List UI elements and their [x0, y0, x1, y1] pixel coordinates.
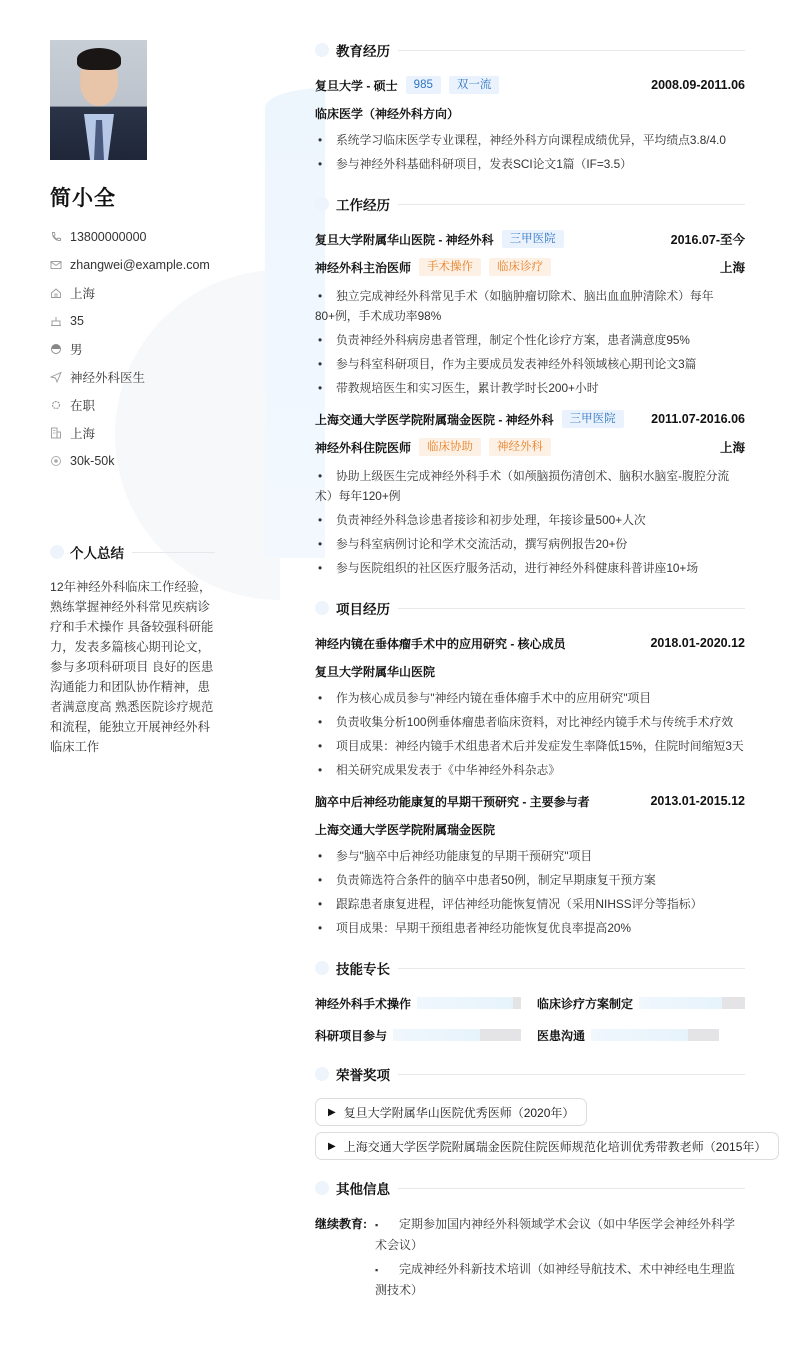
contact-info-list — [50, 223, 220, 475]
organization: 上海交通大学医学院附属瑞金医院 - 神经外科 — [315, 412, 554, 427]
section-divider — [398, 1188, 745, 1189]
section-header — [315, 596, 745, 620]
building-icon — [50, 427, 62, 439]
summary-text: 12年神经外科临床工作经验，熟练掌握神经外科常见疾病诊疗和手术操作 具备较强科研能力，发表多篇核心期刊论文，参与多项科研项目 良好的医患沟通能力和团队协作精神，患者满意度高 熟悉医院诊疗规范和流程，能独立开展神经外科临床工作 — [50, 580, 214, 754]
bullet-list — [315, 686, 745, 782]
school-degree: 复旦大学 - 硕士 — [315, 78, 398, 93]
list-item: • 参与神经外科基础科研项目，发表SCI论文1篇（IF=3.5） — [315, 152, 745, 176]
section-divider — [398, 50, 745, 51]
education-section — [315, 38, 745, 176]
tag-badge: 985 — [406, 76, 441, 94]
list-item: • 带教规培医生和实习医生，累计教学时长200+小时 — [315, 376, 745, 400]
mail-icon — [50, 259, 62, 271]
skill-bar-fill — [591, 1029, 688, 1041]
tag-badge: 三甲医院 — [502, 230, 564, 248]
list-item: ▪ 定期参加国内神经外科领域学术会议（如中华医学会神经外科学术会议） — [375, 1212, 745, 1257]
list-item: • 独立完成神经外科常见手术（如脑肿瘤切除术、脑出血血肿清除术）每年80+例，手术成功率98% — [315, 284, 745, 328]
project-name: 神经内镜在垂体瘤手术中的应用研究 - 核心成员 — [315, 636, 566, 651]
info-city: 上海 — [50, 279, 220, 307]
salary-icon — [50, 455, 62, 467]
section-divider — [398, 204, 745, 205]
date-range: 2018.01-2020.12 — [650, 636, 745, 650]
section-dot-icon — [315, 961, 329, 975]
send-icon — [50, 371, 62, 383]
section-header — [315, 956, 745, 980]
skill-bar-fill — [639, 997, 722, 1009]
status-icon — [50, 399, 62, 411]
section-title: 其他信息 — [336, 1182, 390, 1197]
awards-section — [315, 1062, 767, 1160]
skill-name: 医患沟通 — [536, 1028, 585, 1043]
phone-icon — [50, 231, 62, 243]
tag-badge: 神经外科 — [489, 438, 551, 456]
section-dot-icon — [315, 43, 329, 57]
list-item: • 负责收集分析100例垂体瘤患者临床资料，对比神经内镜手术与传统手术疗效 — [315, 710, 745, 734]
skill-item — [315, 992, 523, 1014]
sidebar — [50, 40, 220, 475]
personal-summary-section — [50, 541, 215, 757]
award-item[interactable]: ▶ 复旦大学附属华山医院优秀医师（2020年） — [315, 1098, 587, 1126]
continuing-education — [315, 1212, 745, 1308]
location: 上海 — [719, 261, 745, 275]
list-item: • 协助上级医生完成神经外科手术（如颅脑损伤清创术、脑积水脑室-腹腔分流术）每年120+例 — [315, 464, 745, 508]
education-entry — [315, 74, 745, 176]
section-dot-icon — [315, 1181, 329, 1195]
date-range: 2011.07-2016.06 — [651, 412, 745, 426]
work-entry — [315, 228, 745, 400]
section-header — [315, 192, 745, 216]
project-name: 脑卒中后神经功能康复的早期干预研究 - 主要参与者 — [315, 794, 590, 809]
projects-section — [315, 596, 745, 940]
project-entry — [315, 790, 745, 940]
section-header — [315, 1176, 745, 1200]
tag-badge: 临床协助 — [419, 438, 481, 456]
list-item: • 参与科室科研项目，作为主要成员发表神经外科领域核心期刊论文3篇 — [315, 352, 745, 376]
section-divider — [398, 1074, 745, 1075]
awards-list — [315, 1098, 767, 1160]
list-item: • 跟踪患者康复进程，评估神经功能恢复情况（采用NIHSS评分等指标） — [315, 892, 745, 916]
list-item: • 作为核心成员参与"神经内镜在垂体瘤手术中的应用研究"项目 — [315, 686, 745, 710]
home-icon — [50, 287, 62, 299]
project-org: 复旦大学附属华山医院 — [315, 664, 436, 679]
skill-name: 临床诊疗方案制定 — [536, 996, 633, 1011]
list-item: • 相关研究成果发表于《中华神经外科杂志》 — [315, 758, 745, 782]
section-divider — [398, 968, 745, 969]
bullet-list — [315, 128, 745, 176]
skill-bar-fill — [393, 1029, 480, 1041]
section-title: 个人总结 — [70, 546, 124, 561]
info-email: zhangwei@example.com — [50, 251, 220, 279]
list-item: • 负责神经外科病房患者管理，制定个性化诊疗方案，患者满意度95% — [315, 328, 745, 352]
list-item: • 参与医院组织的社区医疗服务活动，进行神经外科健康科普讲座10+场 — [315, 556, 745, 580]
list-item: • 负责神经外科急诊患者接诊和初步处理，年接诊量500+人次 — [315, 508, 745, 532]
list-item: • 项目成果：神经内镜手术组患者术后并发症发生率降低15%，住院时间缩短3天 — [315, 734, 745, 758]
avatar-photo — [50, 40, 147, 160]
job-role: 神经外科住院医师 — [315, 440, 412, 455]
section-dot-icon — [315, 197, 329, 211]
section-header — [315, 38, 745, 62]
section-divider — [398, 608, 745, 609]
project-entry — [315, 632, 745, 782]
date-range: 2016.07-至今 — [670, 233, 745, 247]
skill-bar — [417, 997, 521, 1009]
main-content — [315, 38, 767, 1324]
section-title: 项目经历 — [336, 602, 390, 617]
bullet-list — [315, 284, 745, 400]
list-item: • 参与科室病例讨论和学术交流活动，撰写病例报告20+份 — [315, 532, 745, 556]
list-item: • 负责筛选符合条件的脑卒中患者50例，制定早期康复干预方案 — [315, 868, 745, 892]
organization: 复旦大学附属华山医院 - 神经外科 — [315, 232, 494, 247]
skill-bar-fill — [417, 997, 513, 1009]
info-gender: 男 — [50, 335, 220, 363]
section-dot-icon — [315, 1067, 329, 1081]
info-age: 35 — [50, 307, 220, 335]
info-phone: 13800000000 — [50, 223, 220, 251]
cake-icon — [50, 315, 62, 327]
tag-badge: 双一流 — [449, 76, 500, 94]
job-role: 神经外科主治医师 — [315, 260, 412, 275]
skill-bar — [639, 997, 745, 1009]
section-divider — [132, 552, 215, 553]
list-item: • 系统学习临床医学专业课程，神经外科方向课程成绩优异，平均绩点3.8/4.0 — [315, 128, 745, 152]
candidate-name: 简小全 — [50, 187, 116, 210]
date-range: 2008.09-2011.06 — [651, 78, 745, 92]
skill-name: 神经外科手术操作 — [315, 996, 412, 1011]
skill-name: 科研项目参与 — [315, 1028, 388, 1043]
section-dot-icon — [50, 545, 64, 559]
bullet-list — [315, 844, 745, 940]
info-status: 在职 — [50, 391, 220, 419]
list-item: ▪ 完成神经外科新技术培训（如神经导航技术、术中神经电生理监测技术） — [375, 1257, 745, 1302]
section-title: 荣誉奖项 — [336, 1068, 390, 1083]
location: 上海 — [719, 441, 745, 455]
skill-item — [537, 1024, 745, 1046]
bullet-list — [315, 464, 745, 580]
field-label: 继续教育: — [315, 1217, 367, 1231]
skills-section — [315, 956, 745, 1046]
info-work-city: 上海 — [50, 419, 220, 447]
section-header — [50, 541, 215, 563]
info-salary: 30k-50k — [50, 447, 220, 475]
section-title: 技能专长 — [336, 962, 390, 977]
list-item: • 项目成果：早期干预组患者神经功能恢复优良率提高20% — [315, 916, 745, 940]
section-header — [315, 1062, 745, 1086]
work-section — [315, 192, 745, 580]
section-dot-icon — [315, 601, 329, 615]
work-entry — [315, 408, 745, 580]
award-item[interactable]: ▶ 上海交通大学医学院附属瑞金医院住院医师规范化培训优秀带教老师（2015年） — [315, 1132, 779, 1160]
tag-badge: 手术操作 — [419, 258, 481, 276]
list-item: • 参与"脑卒中后神经功能康复的早期干预研究"项目 — [315, 844, 745, 868]
tag-badge: 临床诊疗 — [489, 258, 551, 276]
bullet-list — [375, 1212, 745, 1302]
tag-badge: 三甲医院 — [562, 410, 624, 428]
info-position: 神经外科医生 — [50, 363, 220, 391]
section-title: 教育经历 — [336, 44, 390, 59]
other-info-section — [315, 1176, 745, 1308]
major: 临床医学（神经外科方向） — [315, 106, 460, 121]
skill-item — [315, 1024, 523, 1046]
date-range: 2013.01-2015.12 — [650, 794, 745, 808]
skill-bar — [591, 1029, 719, 1041]
section-title: 工作经历 — [336, 198, 390, 213]
triangle-right-icon: ▶ — [328, 1106, 336, 1118]
gender-icon — [50, 343, 62, 355]
project-org: 上海交通大学医学院附属瑞金医院 — [315, 822, 496, 837]
triangle-right-icon: ▶ — [328, 1140, 336, 1152]
skills-grid — [315, 992, 745, 1046]
skill-bar — [393, 1029, 521, 1041]
skill-item — [537, 992, 745, 1014]
